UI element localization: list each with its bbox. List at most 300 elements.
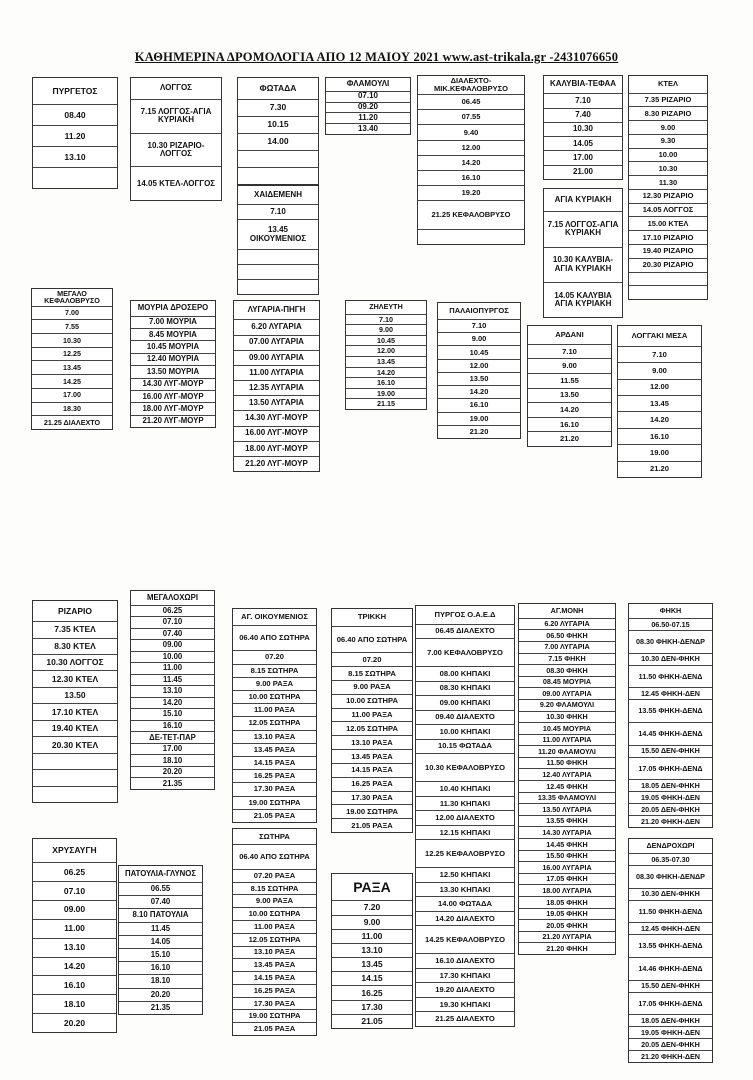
- table-row: 21.20 ΛΥΓ-ΜΟΥΡ: [142, 416, 204, 426]
- table-row: 18.10: [119, 975, 202, 988]
- table-row: 14.05: [119, 936, 202, 949]
- table-row: 11.00 ΡΑΞΑ: [332, 709, 412, 723]
- table-header: ΑΡΔΑΝΙ: [528, 326, 611, 345]
- table-header: ΜΕΓΑΛΟ ΚΕΦΑΛΟΒΡΥΣΟ: [32, 289, 112, 307]
- table-row: 07.10: [33, 882, 116, 901]
- schedule-table-pyrgos: [415, 605, 515, 1027]
- table-row: 21.20: [469, 426, 489, 436]
- table-header: ΜΟΥΡΙΑ ΔΡΟΣΕΡΟ: [131, 301, 215, 317]
- table-row: 12.00 ΔΙΑΛΕΧΤΟ: [416, 811, 514, 826]
- table-row: 15.50 ΔΕΝ-ΦΗΚΗ: [629, 981, 712, 993]
- table-row: 11.50 ΦΗΚΗ: [519, 758, 615, 770]
- table-row: 16.10: [33, 976, 116, 995]
- table-row: 06.50-07.15: [629, 619, 712, 631]
- table-row: 14.20: [346, 368, 426, 379]
- table-row: 13.55 ΦΗΚΗ-ΔΕΝΔ: [629, 700, 712, 723]
- table-row: 18.00 ΛΥΓΑΡΙΑ: [519, 885, 615, 897]
- table-row: 9.00: [618, 363, 701, 379]
- table-row: 18.05 ΔΕΝ-ΦΗΚΗ: [629, 1015, 712, 1027]
- table-row: 17.30 ΚΗΠΑΚΙ: [416, 969, 514, 984]
- table-row: 14.15 ΡΑΞΑ: [233, 757, 316, 770]
- table-row: 16.25 ΡΑΞΑ: [332, 778, 412, 792]
- table-row: 09.00: [33, 901, 116, 920]
- table-row: 12.15 ΚΗΠΑΚΙ: [416, 826, 514, 841]
- table-row: 6.20 ΛΥΓΑΡΙΑ: [519, 619, 615, 631]
- table-row: 7.00 ΜΟΥΡΙΑ: [131, 317, 215, 329]
- schedule-table-megalo_kefalovryso: [31, 288, 113, 430]
- schedule-table-loggos: [130, 77, 222, 201]
- table-row: 9.20 ΦΛΑΜΟΥΛΙ: [519, 700, 615, 712]
- table-row: 13.50 ΛΥΓΑΡΙΑ: [234, 396, 319, 411]
- schedule-table-xaidemeni: [237, 185, 319, 295]
- table-row: 14.00 ΦΩΤΑΔΑ: [416, 897, 514, 912]
- table-row: 21.05 ΡΑΞΑ: [253, 1024, 296, 1034]
- table-header: ΑΓ. ΟΙΚΟΥΜΕΝΙΟΣ: [233, 609, 316, 626]
- table-row: 19.30 ΚΗΠΑΚΙ: [416, 998, 514, 1013]
- table-row: 13.50: [33, 688, 117, 704]
- table-row: 20.05 ΔΕΝ-ΦΗΚΗ: [629, 804, 712, 816]
- table-row: 06.45 ΔΙΑΛΕΧΤΟ: [416, 625, 514, 640]
- schedule-table-agia_kyriaki: [543, 188, 623, 318]
- table-row: 17.30 ΡΑΞΑ: [332, 792, 412, 806]
- table-row: 21.25 ΔΙΑΛΕΧΤΟ: [435, 1014, 495, 1024]
- table-row: 9.00: [332, 916, 412, 930]
- table-row: 13.10 ΡΑΞΑ: [233, 947, 316, 960]
- table-row: 20.30 ΚΤΕΛ: [33, 737, 117, 753]
- table-row: 9.40: [418, 125, 524, 140]
- table-row: 14.20: [131, 698, 214, 710]
- schedule-table-raxa: [331, 873, 413, 1029]
- table-row: 11.00: [33, 920, 116, 939]
- table-row: 19.05 ΦΗΚΗ-ΔΕΝ: [629, 792, 712, 804]
- table-row: 10.45 ΜΟΥΡΙΑ: [131, 341, 215, 353]
- schedule-table-oikoumenios: [232, 608, 317, 823]
- table-row: 12.00: [438, 360, 520, 373]
- table-row: 11.00: [332, 930, 412, 944]
- table-row: 7.00: [32, 307, 112, 321]
- table-row: 09.40 ΔΙΑΛΕΧΤΟ: [416, 711, 514, 726]
- table-row: 7.00 ΚΕΦΑΛΟΒΡΥΣΟ: [416, 639, 514, 667]
- table-row: [238, 280, 318, 294]
- table-row: 10.00 ΚΗΠΑΚΙ: [416, 725, 514, 740]
- table-row: 14.45 ΦΗΚΗ: [519, 839, 615, 851]
- table-header: ΚΤΕΛ: [629, 76, 707, 94]
- table-header: ΖΗΛΕΥΤΗ: [346, 301, 426, 315]
- table-row: 09.20: [326, 103, 410, 114]
- table-row: 10.40 ΚΗΠΑΚΙ: [416, 782, 514, 797]
- table-row: 21.25 ΔΙΑΛΕΧΤΟ: [43, 417, 101, 427]
- table-row: 10.30 ΚΕΦΑΛΟΒΡΥΣΟ: [416, 754, 514, 782]
- table-row: [238, 151, 318, 168]
- schedule-table-loggaki: [617, 325, 702, 478]
- table-header: ΜΕΓΑΛΟΧΩΡΙ: [131, 591, 214, 606]
- table-row: 17.30 ΡΑΞΑ: [233, 783, 316, 796]
- table-row: 12.40 ΛΥΓΑΡΙΑ: [519, 769, 615, 781]
- table-row: 18.10: [33, 995, 116, 1014]
- table-row: 10.30 ΔΕΝ-ΦΗΚΗ: [629, 889, 712, 901]
- table-row: 21.05: [361, 1015, 383, 1026]
- table-row: 16.10: [528, 418, 611, 433]
- table-row: [238, 250, 318, 265]
- table-row: 06.35-07.30: [629, 854, 712, 866]
- table-row: 10.00: [131, 652, 214, 664]
- table-row: 13.55 ΦΗΚΗ-ΔΕΝΔ: [629, 935, 712, 958]
- table-row: 17.05 ΦΗΚΗ-ΔΕΝΔ: [629, 758, 712, 781]
- table-row: 13.50 ΛΥΓΑΡΙΑ: [519, 804, 615, 816]
- table-row: 7.10: [346, 315, 426, 326]
- table-row: 8.30 ΡΙΖΑΡΙΟ: [629, 107, 707, 121]
- table-row: 18.00 ΛΥΓ-ΜΟΥΡ: [234, 442, 319, 457]
- table-row: 10.00 ΣΩΤΗΡΑ: [332, 695, 412, 709]
- table-row: 8.15 ΣΩΤΗΡΑ: [233, 665, 316, 678]
- table-row: 7.10: [438, 320, 520, 333]
- table-row: 14.20: [618, 412, 701, 428]
- table-row: 20.20: [131, 767, 214, 779]
- table-row: 17.10 ΚΤΕΛ: [33, 704, 117, 720]
- table-row: 14.20: [528, 403, 611, 418]
- table-row: 19.05 ΦΗΚΗ-ΔΕΝ: [629, 1027, 712, 1039]
- table-row: 9.00: [629, 121, 707, 135]
- table-row: 16.10 ΔΙΑΛΕΧΤΟ: [416, 954, 514, 969]
- table-row: 14.20 ΔΙΑΛΕΧΤΟ: [416, 912, 514, 927]
- schedule-table-zilefti: [345, 300, 427, 410]
- table-row: 21.25 ΚΕΦΑΛΟΒΡΥΣΟ: [418, 201, 524, 230]
- table-row: 7.30: [238, 100, 318, 117]
- table-row: 10.45: [346, 336, 426, 347]
- table-row: 18.05 ΔΕΝ-ΦΗΚΗ: [629, 780, 712, 792]
- table-row: 14.00: [238, 134, 318, 151]
- table-row: 10.15: [238, 117, 318, 134]
- table-row: 9.00 ΡΑΞΑ: [233, 895, 316, 908]
- table-row: 15.10: [119, 949, 202, 962]
- table-row: 13.50 ΜΟΥΡΙΑ: [131, 366, 215, 378]
- table-row: 08.30 ΦΗΚΗ-ΔΕΝΔΡ: [629, 866, 712, 889]
- table-header: ΛΟΓΓΑΚΙ ΜΕΣΑ: [618, 326, 701, 347]
- table-row: 13.45 ΡΑΞΑ: [233, 744, 316, 757]
- table-row: 16.25: [332, 986, 412, 1000]
- table-row: [418, 230, 524, 244]
- schedule-table-patoulia: [118, 865, 203, 1015]
- table-row: 21.20 ΛΥΓ-ΜΟΥΡ: [245, 458, 308, 468]
- table-row: 07.40: [119, 896, 202, 909]
- table-row: 10.30 ΛΟΓΓΟΣ: [33, 655, 117, 671]
- table-row: 19.20 ΔΙΑΛΕΧΤΟ: [416, 983, 514, 998]
- table-row: 13.45: [32, 361, 112, 375]
- table-row: 11.45: [119, 923, 202, 936]
- table-header: ΑΓ.ΜΟΝΗ: [519, 604, 615, 619]
- table-row: 18.05 ΦΗΚΗ: [519, 897, 615, 909]
- table-row: 8.15 ΣΩΤΗΡΑ: [332, 667, 412, 681]
- table-row: 13.40: [357, 123, 379, 133]
- table-header: ΣΩΤΗΡΑ: [233, 829, 316, 845]
- table-row: 8.15 ΣΩΤΗΡΑ: [233, 883, 316, 896]
- table-row: 08.30 ΦΗΚΗ-ΔΕΝΔΡ: [629, 631, 712, 654]
- table-row: 17.00: [544, 151, 622, 165]
- table-row: 13.10: [33, 147, 117, 168]
- table-row: 9.30: [629, 135, 707, 149]
- schedule-table-fiki: [628, 603, 713, 828]
- table-row: 19.00: [438, 413, 520, 426]
- schedule-table-rizario: [32, 600, 118, 803]
- table-row: 14.05 ΛΟΓΓΟΣ: [629, 204, 707, 218]
- table-row: 9.00: [346, 325, 426, 336]
- table-row: [238, 168, 318, 184]
- table-header: ΡΙΖΑΡΙΟ: [33, 601, 117, 622]
- table-row: 09.00 ΚΗΠΑΚΙ: [416, 696, 514, 711]
- table-row: 10.30 ΚΑΛΥΒΙΑ-ΑΓΙΑ ΚΥΡΙΑΚΗ: [544, 248, 622, 283]
- table-row: 7.00 ΛΥΓΑΡΙΑ: [519, 642, 615, 654]
- table-header: ΚΑΛΥΒΙΑ-ΤΕΦΑΑ: [544, 76, 622, 94]
- table-row: 10.45: [438, 346, 520, 359]
- table-row: 07.00 ΛΥΓΑΡΙΑ: [234, 336, 319, 351]
- table-row: 06.25: [131, 606, 214, 618]
- table-row: 10.00 ΣΩΤΗΡΑ: [233, 908, 316, 921]
- table-row: 21.05 ΡΑΞΑ: [253, 810, 296, 820]
- table-row: 11.50 ΦΗΚΗ-ΔΕΝΔ: [629, 901, 712, 924]
- table-row: 12.30 ΡΙΖΑΡΙΟ: [629, 190, 707, 204]
- table-row: 09.00: [131, 640, 214, 652]
- table-row: 13.10 ΡΑΞΑ: [233, 731, 316, 744]
- table-row: 14.15 ΡΑΞΑ: [233, 972, 316, 985]
- table-row: 7.35 ΚΤΕΛ: [33, 622, 117, 638]
- schedule-table-lygaria: [233, 300, 320, 472]
- table-row: 11.00 ΛΥΓΑΡΙΑ: [234, 366, 319, 381]
- table-row: 21.20 ΦΗΚΗ-ΔΕΝ: [641, 816, 700, 826]
- schedule-table-palaiopyrgos: [437, 302, 521, 439]
- table-row: 20.05 ΔΕΝ-ΦΗΚΗ: [629, 1039, 712, 1051]
- schedule-table-mouria: [130, 300, 216, 428]
- table-row: 19.00 ΣΩΤΗΡΑ: [233, 1010, 316, 1023]
- table-row: 07.55: [418, 110, 524, 125]
- table-row: 06.40 ΑΠΟ ΣΩΤΗΡΑ: [233, 845, 316, 870]
- table-row: 16.10: [346, 378, 426, 389]
- table-row: 16.10: [418, 171, 524, 186]
- table-row: 19.00: [618, 445, 701, 461]
- table-row: 16.00 ΛΥΓ-ΜΟΥΡ: [234, 427, 319, 442]
- table-row: 20.20: [63, 1017, 86, 1028]
- table-header: ΤΡΙΚΚΗ: [332, 609, 412, 627]
- table-header: ΑΓΙΑ ΚΥΡΙΑΚΗ: [544, 189, 622, 212]
- table-row: 11.45: [131, 675, 214, 687]
- table-row: 21.20: [559, 434, 579, 444]
- table-row: [33, 168, 117, 188]
- table-row: 10.30 ΦΗΚΗ: [519, 712, 615, 724]
- table-row: 14.45 ΦΗΚΗ-ΔΕΝΔ: [629, 723, 712, 746]
- table-row: 08.30 ΦΗΚΗ: [519, 665, 615, 677]
- table-row: 14.20: [418, 156, 524, 171]
- table-row: 11.00 ΛΥΓΑΡΙΑ: [519, 735, 615, 747]
- table-row: 13.10: [332, 944, 412, 958]
- table-row: 16.25 ΡΑΞΑ: [233, 985, 316, 998]
- table-row: 20.05 ΦΗΚΗ: [519, 920, 615, 932]
- table-row: 21.20 ΦΗΚΗ-ΔΕΝ: [641, 1051, 700, 1061]
- table-row: 17.05 ΦΗΚΗ: [519, 874, 615, 886]
- table-row: 06.40 ΑΠΟ ΣΩΤΗΡΑ: [233, 626, 316, 651]
- table-row: 7.10: [238, 205, 318, 220]
- table-row: 10.00 ΣΩΤΗΡΑ: [233, 691, 316, 704]
- table-row: 06.45: [418, 95, 524, 110]
- table-row: 7.10: [618, 347, 701, 363]
- table-row: 9.00: [528, 359, 611, 374]
- table-row: 18.00 ΛΥΓ-ΜΟΥΡ: [131, 403, 215, 415]
- page-title: ΚΑΘΗΜΕΡΙΝΑ ΔΡΟΜΟΛΟΓΙΑ ΑΠΟ 12 ΜΑΙΟΥ 2021 www.ast-trikala.gr -2431076650: [134, 50, 619, 64]
- table-row: 12.45 ΦΗΚΗ-ΔΕΝ: [629, 923, 712, 935]
- table-row: 10.30 ΡΙΖΑΡΙΟ-ΛΟΓΓΟΣ: [131, 134, 221, 168]
- table-row: 19.00 ΣΩΤΗΡΑ: [332, 805, 412, 819]
- table-row: 11.30: [629, 176, 707, 190]
- table-row: 06.55: [119, 883, 202, 896]
- table-row: 19.40 ΚΤΕΛ: [33, 721, 117, 737]
- table-row: 13.10 ΡΑΞΑ: [332, 736, 412, 750]
- table-row: 11.20: [326, 113, 410, 124]
- table-row: 07.20 ΡΑΞΑ: [233, 870, 316, 883]
- table-row: 13.50: [438, 373, 520, 386]
- schedule-table-sotira: [232, 828, 317, 1036]
- table-row: 16.10: [119, 962, 202, 975]
- table-row: 15.10: [131, 709, 214, 721]
- schedule-table-ktel: [628, 75, 708, 300]
- table-row: 14.20: [33, 958, 116, 977]
- table-row: 19.20: [418, 186, 524, 201]
- table-row: 15.50 ΔΕΝ-ΦΗΚΗ: [629, 746, 712, 758]
- table-row: 15.50 ΦΗΚΗ: [519, 851, 615, 863]
- table-row: 14.05 ΚΤΕΛ-ΛΟΓΓΟΣ: [136, 178, 216, 188]
- table-row: 13.30 ΚΗΠΑΚΙ: [416, 883, 514, 898]
- table-row: 21.20: [649, 464, 669, 474]
- table-row: 13.45 ΟΙΚΟΥΜΕΝΙΟΣ: [238, 220, 318, 249]
- table-header: ΔΕΝΔΡΟΧΩΡΙ: [629, 839, 712, 854]
- table-row: 16.00 ΛΥΓ-ΜΟΥΡ: [131, 391, 215, 403]
- table-header: ΧΑΙΔΕΜΕΝΗ: [238, 186, 318, 205]
- table-row: 09.00 ΛΥΓΑΡΙΑ: [234, 351, 319, 366]
- table-row: 8.30 ΚΤΕΛ: [33, 639, 117, 655]
- table-row: 10.30: [544, 123, 622, 137]
- table-row: 11.00: [131, 663, 214, 675]
- table-row: 07.10: [326, 92, 410, 103]
- table-row: 10.30 ΔΕΝ-ΦΗΚΗ: [629, 654, 712, 666]
- table-row: 20.20: [119, 989, 202, 1002]
- table-row: 12.40 ΜΟΥΡΙΑ: [131, 354, 215, 366]
- table-row: 12.30 ΚΤΕΛ: [33, 671, 117, 687]
- table-row: 17.00: [32, 389, 112, 403]
- table-row: 20.30 ΡΙΖΑΡΙΟ: [629, 259, 707, 273]
- table-header: ΠΑΤΟΥΛΙΑ-ΓΛΥΝΟΣ: [119, 866, 202, 883]
- table-row: 13.10: [131, 686, 214, 698]
- table-row: 7.40: [544, 109, 622, 123]
- table-row: 19.05 ΦΗΚΗ: [519, 909, 615, 921]
- table-row: 7.55: [32, 320, 112, 334]
- table-row: 9.00: [438, 333, 520, 346]
- table-header: ΦΗΚΗ: [629, 604, 712, 619]
- table-row: 10.15 ΦΩΤΑΔΑ: [416, 740, 514, 755]
- schedule-table-chrysavgi: [32, 838, 117, 1033]
- table-row: 14.20: [438, 386, 520, 399]
- table-row: 13.50: [528, 389, 611, 404]
- table-row: 7.15 ΦΗΚΗ: [519, 654, 615, 666]
- table-row: 12.45 ΦΗΚΗ-ΔΕΝ: [629, 688, 712, 700]
- table-row: 09.00 ΛΥΓΑΡΙΑ: [519, 688, 615, 700]
- table-row: 11.00 ΡΑΞΑ: [233, 704, 316, 717]
- table-row: 12.35 ΛΥΓΑΡΙΑ: [234, 381, 319, 396]
- table-row: 21.00: [572, 167, 594, 177]
- table-header: ΛΥΓΑΡΙΑ-ΠΗΓΗ: [234, 301, 319, 320]
- table-row: ΔΕ-ΤΕΤ-ΠΑΡ: [131, 732, 214, 744]
- table-row: [629, 273, 707, 287]
- table-header: ΠΥΡΓΟΣ Ο.Α.Ε.Δ: [416, 606, 514, 625]
- table-row: 13.45 ΡΑΞΑ: [233, 959, 316, 972]
- table-row: 11.20: [33, 126, 117, 147]
- table-row: 7.20: [332, 901, 412, 915]
- table-row: 16.25 ΡΑΞΑ: [233, 770, 316, 783]
- table-row: 13.35 ΦΛΑΜΟΥΛΙ: [519, 793, 615, 805]
- table-row: 08.40: [33, 105, 117, 126]
- table-row: 12.25: [32, 348, 112, 362]
- table-row: 11.00 ΡΑΞΑ: [233, 921, 316, 934]
- table-row: 21.20 ΦΗΚΗ: [546, 943, 588, 953]
- schedule-table-fotada: [237, 77, 319, 185]
- table-row: 7.35 ΡΙΖΑΡΙΟ: [629, 94, 707, 108]
- table-row: 06.50 ΦΗΚΗ: [519, 630, 615, 642]
- table-row: 21.05 ΡΑΞΑ: [351, 820, 393, 830]
- table-row: 7.15 ΛΟΓΓΟΣ-ΑΓΙΑ ΚΥΡΙΑΚΗ: [131, 100, 221, 134]
- table-header: ΠΥΡΓΕΤΟΣ: [33, 78, 117, 105]
- table-row: 10.00: [629, 149, 707, 163]
- table-row: 12.05 ΣΩΤΗΡΑ: [233, 934, 316, 947]
- table-row: 14.15: [332, 972, 412, 986]
- table-row: 6.20 ΛΥΓΑΡΙΑ: [234, 320, 319, 335]
- table-row: 12.50 ΚΗΠΑΚΙ: [416, 868, 514, 883]
- schedule-table-agmoni: [518, 603, 616, 955]
- table-row: 06.40 ΑΠΟ ΣΩΤΗΡΑ: [332, 627, 412, 654]
- table-row: 13.45: [618, 396, 701, 412]
- table-row: 13.10: [33, 939, 116, 958]
- table-row: 17.30 ΡΑΞΑ: [233, 998, 316, 1011]
- schedule-table-dialekto: [417, 75, 525, 245]
- table-row: 13.45: [346, 357, 426, 368]
- table-row: 12.05 ΣΩΤΗΡΑ: [233, 717, 316, 730]
- table-row: 10.45 ΜΟΥΡΙΑ: [519, 723, 615, 735]
- table-row: 14.46 ΦΗΚΗ-ΔΕΝΔ: [629, 958, 712, 981]
- table-row: 07.20: [233, 651, 316, 664]
- table-row: [33, 754, 117, 770]
- schedule-table-pyrgetos: [32, 77, 118, 189]
- table-row: 11.30 ΚΗΠΑΚΙ: [416, 797, 514, 812]
- table-row: 14.05: [544, 137, 622, 151]
- table-header: ΡΑΞΑ: [332, 874, 412, 901]
- table-row: [629, 286, 707, 299]
- table-row: 17.10 ΡΙΖΑΡΙΟ: [629, 231, 707, 245]
- table-row: 14.25: [32, 375, 112, 389]
- table-row: 19.00 ΣΩΤΗΡΑ: [233, 797, 316, 810]
- table-row: 7.10: [528, 345, 611, 360]
- table-row: 07.40: [131, 629, 214, 641]
- table-row: 12.45 ΦΗΚΗ: [519, 781, 615, 793]
- table-row: 14.25 ΚΕΦΑΛΟΒΡΥΣΟ: [416, 926, 514, 954]
- table-header: ΠΑΛΑΙΟΠΥΡΓΟΣ: [438, 303, 520, 320]
- schedule-table-flamouli: [325, 77, 411, 135]
- table-row: 21.15: [377, 399, 395, 409]
- table-row: 14.15 ΡΑΞΑ: [332, 764, 412, 778]
- table-row: 12.00: [346, 346, 426, 357]
- table-row: 13.55 ΦΗΚΗ: [519, 816, 615, 828]
- table-row: 16.00 ΛΥΓΑΡΙΑ: [519, 862, 615, 874]
- table-row: 21.20 ΛΥΓΑΡΙΑ: [519, 932, 615, 944]
- table-header: ΧΡΥΣΑΥΓΗ: [33, 839, 116, 863]
- table-row: 08.45 ΜΟΥΡΙΑ: [519, 677, 615, 689]
- table-row: 13.45: [332, 958, 412, 972]
- table-row: 8.10 ΠΑΤΟΥΛΙΑ: [119, 909, 202, 922]
- table-row: 11.55: [528, 374, 611, 389]
